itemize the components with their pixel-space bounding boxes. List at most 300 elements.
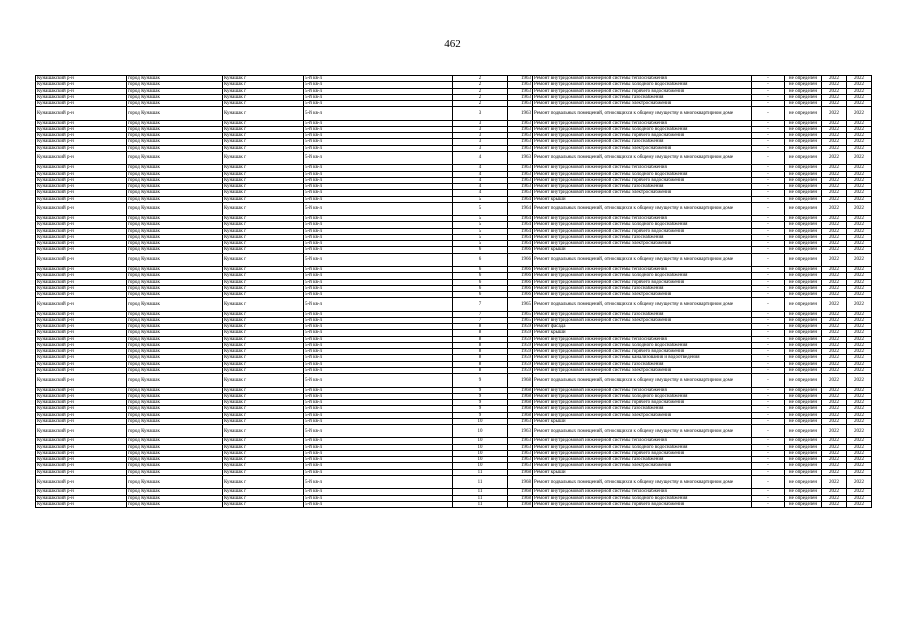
year-start-cell: 2022 [822, 177, 847, 183]
year-built-cell: 1966 [508, 285, 533, 291]
street-cell: 5-й кв-л [304, 171, 453, 177]
house-number-cell: 11 [453, 501, 508, 507]
year-end-cell: 2022 [847, 196, 872, 202]
district-cell: Кунашакский р-н [36, 330, 127, 336]
district-cell: Кунашакский р-н [36, 177, 127, 183]
district-cell: Кунашакский р-н [36, 438, 127, 444]
street-cell: 5-й кв-л [304, 216, 453, 222]
district-cell: Кунашакский р-н [36, 196, 127, 202]
year-built-cell: 1963 [508, 88, 533, 94]
settlement-cell: Кунашак г [223, 400, 304, 406]
district-cell: Кунашакский р-н [36, 412, 127, 418]
house-number-cell: 9 [453, 374, 508, 387]
district-cell: Кунашакский р-н [36, 355, 127, 361]
work-type-cell: Ремонт внутридомовой инженерной системы электроснабжения [533, 145, 752, 151]
settlement-cell: Кунашак г [223, 412, 304, 418]
amount-cell: - [752, 285, 785, 291]
amount-cell: - [752, 184, 785, 190]
district-cell: Кунашакский р-н [36, 495, 127, 501]
house-number-cell: 9 [453, 393, 508, 399]
settlement-cell: Кунашак г [223, 273, 304, 279]
year-end-cell: 2022 [847, 349, 872, 355]
district-cell: Кунашакский р-н [36, 126, 127, 132]
settlement-cell: Кунашак г [223, 171, 304, 177]
house-number-cell: 7 [453, 317, 508, 323]
amount-cell: - [752, 171, 785, 177]
district-cell: Кунашакский р-н [36, 501, 127, 507]
work-type-cell: Ремонт внутридомовой инженерной системы теплоснабжения [533, 489, 752, 495]
house-number-cell: 8 [453, 355, 508, 361]
year-end-cell: 2022 [847, 184, 872, 190]
year-end-cell: 2022 [847, 475, 872, 488]
work-type-cell: Ремонт фасада [533, 324, 752, 330]
settlement-cell: Кунашак г [223, 107, 304, 120]
house-number-cell: 10 [453, 450, 508, 456]
year-start-cell: 2022 [822, 165, 847, 171]
year-end-cell: 2022 [847, 267, 872, 273]
table-row [36, 298, 872, 311]
year-start-cell: 2022 [822, 196, 847, 202]
amount-cell: - [752, 216, 785, 222]
year-start-cell: 2022 [822, 285, 847, 291]
settlement-cell: Кунашак г [223, 475, 304, 488]
year-end-cell: 2022 [847, 247, 872, 253]
year-built-cell: 1963 [508, 425, 533, 438]
amount-cell: - [752, 412, 785, 418]
year-built-cell: 1968 [508, 406, 533, 412]
settlement-cell: Кунашак г [223, 241, 304, 247]
work-type-cell: Ремонт внутридомовой инженерной системы холодного водоснабжения [533, 126, 752, 132]
status-cell: не определен [785, 101, 822, 107]
work-type-cell: Ремонт подвальных помещений, относящихся к общему имуществу в многоквартирном доме [533, 475, 752, 488]
year-end-cell: 2022 [847, 387, 872, 393]
house-number-cell: 8 [453, 324, 508, 330]
year-start-cell: 2022 [822, 101, 847, 107]
status-cell: не определен [785, 120, 822, 126]
amount-cell: - [752, 298, 785, 311]
municipality-cell: город Кунашак [127, 400, 223, 406]
settlement-cell: Кунашак г [223, 336, 304, 342]
district-cell: Кунашакский р-н [36, 82, 127, 88]
house-number-cell: 7 [453, 311, 508, 317]
table-row [36, 425, 872, 438]
street-cell: 5-й кв-л [304, 317, 453, 323]
municipality-cell: город Кунашак [127, 489, 223, 495]
amount-cell: - [752, 324, 785, 330]
status-cell: не определен [785, 292, 822, 298]
status-cell: не определен [785, 234, 822, 240]
settlement-cell: Кунашак г [223, 457, 304, 463]
settlement-cell: Кунашак г [223, 317, 304, 323]
district-cell: Кунашакский р-н [36, 216, 127, 222]
year-start-cell: 2022 [822, 374, 847, 387]
street-cell: 5-й кв-л [304, 253, 453, 266]
district-cell: Кунашакский р-н [36, 241, 127, 247]
year-built-cell: 1964 [508, 228, 533, 234]
year-start-cell: 2022 [822, 120, 847, 126]
year-built-cell: 1968 [508, 495, 533, 501]
street-cell: 5-й кв-л [304, 475, 453, 488]
work-type-cell: Ремонт внутридомовой инженерной системы электроснабжения [533, 292, 752, 298]
municipality-cell: город Кунашак [127, 267, 223, 273]
work-type-cell: Ремонт внутридомовой инженерной системы горячего водоснабжения [533, 501, 752, 507]
settlement-cell: Кунашак г [223, 120, 304, 126]
district-cell: Кунашакский р-н [36, 387, 127, 393]
year-start-cell: 2022 [822, 190, 847, 196]
amount-cell: - [752, 317, 785, 323]
page-number: 462 [444, 38, 461, 50]
street-cell: 5-й кв-л [304, 400, 453, 406]
work-type-cell: Ремонт внутридомовой инженерной системы теплоснабжения [533, 76, 752, 82]
work-type-cell: Ремонт внутридомовой инженерной системы газоснабжения [533, 285, 752, 291]
year-built-cell: 1959 [508, 330, 533, 336]
district-cell: Кунашакский р-н [36, 76, 127, 82]
year-start-cell: 2022 [822, 450, 847, 456]
district-cell: Кунашакский р-н [36, 139, 127, 145]
house-number-cell: 9 [453, 406, 508, 412]
status-cell: не определен [785, 94, 822, 100]
municipality-cell: город Кунашак [127, 317, 223, 323]
municipality-cell: город Кунашак [127, 355, 223, 361]
house-number-cell: 2 [453, 76, 508, 82]
status-cell: не определен [785, 145, 822, 151]
year-end-cell: 2022 [847, 495, 872, 501]
year-start-cell: 2022 [822, 82, 847, 88]
amount-cell: - [752, 107, 785, 120]
status-cell: не определен [785, 165, 822, 171]
year-start-cell: 2022 [822, 317, 847, 323]
municipality-cell: город Кунашак [127, 387, 223, 393]
street-cell: 5-й кв-л [304, 361, 453, 367]
status-cell: не определен [785, 107, 822, 120]
house-number-cell: 4 [453, 190, 508, 196]
street-cell: 5-й кв-л [304, 228, 453, 234]
settlement-cell: Кунашак г [223, 234, 304, 240]
year-end-cell: 2022 [847, 298, 872, 311]
amount-cell: - [752, 342, 785, 348]
municipality-cell: город Кунашак [127, 349, 223, 355]
settlement-cell: Кунашак г [223, 190, 304, 196]
municipality-cell: город Кунашак [127, 324, 223, 330]
settlement-cell: Кунашак г [223, 202, 304, 215]
amount-cell: - [752, 292, 785, 298]
year-start-cell: 2022 [822, 469, 847, 475]
year-start-cell: 2022 [822, 501, 847, 507]
work-type-cell: Ремонт внутридомовой инженерной системы газоснабжения [533, 457, 752, 463]
year-built-cell: 1963 [508, 438, 533, 444]
year-built-cell: 1964 [508, 216, 533, 222]
house-number-cell: 4 [453, 151, 508, 164]
amount-cell: - [752, 450, 785, 456]
work-type-cell: Ремонт внутридомовой инженерной системы газоснабжения [533, 139, 752, 145]
year-start-cell: 2022 [822, 228, 847, 234]
settlement-cell: Кунашак г [223, 495, 304, 501]
district-cell: Кунашакский р-н [36, 298, 127, 311]
settlement-cell: Кунашак г [223, 139, 304, 145]
settlement-cell: Кунашак г [223, 374, 304, 387]
status-cell: не определен [785, 151, 822, 164]
settlement-cell: Кунашак г [223, 367, 304, 373]
house-number-cell: 11 [453, 469, 508, 475]
year-end-cell: 2022 [847, 279, 872, 285]
year-built-cell: 1963 [508, 190, 533, 196]
work-type-cell: Ремонт внутридомовой инженерной системы электроснабжения [533, 412, 752, 418]
settlement-cell: Кунашак г [223, 469, 304, 475]
house-number-cell: 8 [453, 336, 508, 342]
work-type-cell: Ремонт внутридомовой инженерной системы холодного водоснабжения [533, 495, 752, 501]
year-built-cell: 1968 [508, 400, 533, 406]
status-cell: не определен [785, 222, 822, 228]
year-start-cell: 2022 [822, 393, 847, 399]
year-built-cell: 1964 [508, 234, 533, 240]
district-cell: Кунашакский р-н [36, 107, 127, 120]
status-cell: не определен [785, 88, 822, 94]
settlement-cell: Кунашак г [223, 501, 304, 507]
table-row [36, 202, 872, 215]
settlement-cell: Кунашак г [223, 228, 304, 234]
year-end-cell: 2022 [847, 222, 872, 228]
year-built-cell: 1963 [508, 444, 533, 450]
status-cell: не определен [785, 190, 822, 196]
house-number-cell: 6 [453, 279, 508, 285]
year-start-cell: 2022 [822, 495, 847, 501]
house-number-cell: 5 [453, 216, 508, 222]
municipality-cell: город Кунашак [127, 171, 223, 177]
municipality-cell: город Кунашак [127, 94, 223, 100]
settlement-cell: Кунашак г [223, 94, 304, 100]
municipality-cell: город Кунашак [127, 241, 223, 247]
status-cell: не определен [785, 76, 822, 82]
year-built-cell: 1966 [508, 292, 533, 298]
work-type-cell: Ремонт внутридомовой инженерной системы холодного водоснабжения [533, 82, 752, 88]
year-built-cell: 1959 [508, 355, 533, 361]
status-cell: не определен [785, 349, 822, 355]
work-type-cell: Ремонт внутридомовой инженерной системы горячего водоснабжения [533, 400, 752, 406]
amount-cell: - [752, 469, 785, 475]
house-number-cell: 10 [453, 463, 508, 469]
district-cell: Кунашакский р-н [36, 317, 127, 323]
year-end-cell: 2022 [847, 76, 872, 82]
year-end-cell: 2022 [847, 438, 872, 444]
status-cell: не определен [785, 355, 822, 361]
house-number-cell: 4 [453, 171, 508, 177]
house-number-cell: 5 [453, 222, 508, 228]
table-row [36, 374, 872, 387]
work-type-cell: Ремонт крыши [533, 469, 752, 475]
year-built-cell: 1963 [508, 145, 533, 151]
municipality-cell: город Кунашак [127, 253, 223, 266]
work-type-cell: Ремонт внутридомовой инженерной системы холодного водоснабжения [533, 171, 752, 177]
work-type-cell: Ремонт крыши [533, 247, 752, 253]
year-built-cell: 1968 [508, 489, 533, 495]
municipality-cell: город Кунашак [127, 234, 223, 240]
year-end-cell: 2022 [847, 107, 872, 120]
status-cell: не определен [785, 228, 822, 234]
year-start-cell: 2022 [822, 247, 847, 253]
settlement-cell: Кунашак г [223, 418, 304, 424]
street-cell: 5-й кв-л [304, 101, 453, 107]
status-cell: не определен [785, 273, 822, 279]
year-built-cell: 1966 [508, 247, 533, 253]
status-cell: не определен [785, 438, 822, 444]
municipality-cell: город Кунашак [127, 184, 223, 190]
year-built-cell: 1963 [508, 101, 533, 107]
work-type-cell: Ремонт внутридомовой инженерной системы горячего водоснабжения [533, 228, 752, 234]
district-cell: Кунашакский р-н [36, 101, 127, 107]
year-built-cell: 1963 [508, 107, 533, 120]
status-cell: не определен [785, 139, 822, 145]
amount-cell: - [752, 82, 785, 88]
work-type-cell: Ремонт внутридомовой инженерной системы теплоснабжения [533, 267, 752, 273]
municipality-cell: город Кунашак [127, 216, 223, 222]
year-built-cell: 1968 [508, 412, 533, 418]
status-cell: не определен [785, 298, 822, 311]
year-built-cell: 1963 [508, 133, 533, 139]
settlement-cell: Кунашак г [223, 76, 304, 82]
status-cell: не определен [785, 501, 822, 507]
status-cell: не определен [785, 133, 822, 139]
district-cell: Кунашакский р-н [36, 374, 127, 387]
district-cell: Кунашакский р-н [36, 475, 127, 488]
settlement-cell: Кунашак г [223, 82, 304, 88]
year-start-cell: 2022 [822, 267, 847, 273]
street-cell: 5-й кв-л [304, 457, 453, 463]
table-row [36, 501, 872, 507]
work-type-cell: Ремонт внутридомовой инженерной системы горячего водоснабжения [533, 177, 752, 183]
work-type-cell: Ремонт подвальных помещений, относящихся к общему имуществу в многоквартирном доме [533, 151, 752, 164]
municipality-cell: город Кунашак [127, 196, 223, 202]
work-type-cell: Ремонт внутридомовой инженерной системы газоснабжения [533, 406, 752, 412]
work-type-cell: Ремонт подвальных помещений, относящихся к общему имуществу в многоквартирном доме [533, 298, 752, 311]
year-start-cell: 2022 [822, 418, 847, 424]
district-cell: Кунашакский р-н [36, 463, 127, 469]
work-type-cell: Ремонт внутридомовой инженерной системы электроснабжения [533, 463, 752, 469]
street-cell: 5-й кв-л [304, 177, 453, 183]
municipality-cell: город Кунашак [127, 457, 223, 463]
year-built-cell: 1968 [508, 387, 533, 393]
work-type-cell: Ремонт внутридомовой инженерной системы горячего водоснабжения [533, 133, 752, 139]
settlement-cell: Кунашак г [223, 151, 304, 164]
district-cell: Кунашакский р-н [36, 145, 127, 151]
work-type-cell: Ремонт внутридомовой инженерной системы электроснабжения [533, 190, 752, 196]
year-end-cell: 2022 [847, 94, 872, 100]
street-cell: 5-й кв-л [304, 126, 453, 132]
year-built-cell: 1963 [508, 184, 533, 190]
amount-cell: - [752, 336, 785, 342]
year-end-cell: 2022 [847, 342, 872, 348]
status-cell: не определен [785, 393, 822, 399]
work-type-cell: Ремонт внутридомовой инженерной системы холодного водоснабжения [533, 393, 752, 399]
year-end-cell: 2022 [847, 400, 872, 406]
street-cell: 5-й кв-л [304, 324, 453, 330]
district-cell: Кунашакский р-н [36, 228, 127, 234]
work-type-cell: Ремонт внутридомовой инженерной системы электроснабжения [533, 241, 752, 247]
amount-cell: - [752, 330, 785, 336]
settlement-cell: Кунашак г [223, 393, 304, 399]
settlement-cell: Кунашак г [223, 324, 304, 330]
year-start-cell: 2022 [822, 438, 847, 444]
work-type-cell: Ремонт подвальных помещений, относящихся к общему имуществу в многоквартирном доме [533, 253, 752, 266]
year-built-cell: 1963 [508, 463, 533, 469]
work-type-cell: Ремонт внутридомовой инженерной системы холодного водоснабжения [533, 342, 752, 348]
house-number-cell: 8 [453, 342, 508, 348]
amount-cell: - [752, 228, 785, 234]
street-cell: 5-й кв-л [304, 267, 453, 273]
amount-cell: - [752, 101, 785, 107]
year-end-cell: 2022 [847, 418, 872, 424]
street-cell: 5-й кв-л [304, 273, 453, 279]
status-cell: не определен [785, 126, 822, 132]
year-end-cell: 2022 [847, 285, 872, 291]
house-number-cell: 3 [453, 133, 508, 139]
house-number-cell: 8 [453, 361, 508, 367]
status-cell: не определен [785, 171, 822, 177]
settlement-cell: Кунашак г [223, 126, 304, 132]
district-cell: Кунашакский р-н [36, 222, 127, 228]
district-cell: Кунашакский р-н [36, 234, 127, 240]
year-start-cell: 2022 [822, 145, 847, 151]
municipality-cell: город Кунашак [127, 367, 223, 373]
year-start-cell: 2022 [822, 151, 847, 164]
amount-cell: - [752, 139, 785, 145]
settlement-cell: Кунашак г [223, 101, 304, 107]
municipality-cell: город Кунашак [127, 202, 223, 215]
street-cell: 5-й кв-л [304, 285, 453, 291]
year-end-cell: 2022 [847, 151, 872, 164]
amount-cell: - [752, 120, 785, 126]
year-end-cell: 2022 [847, 374, 872, 387]
house-number-cell: 5 [453, 196, 508, 202]
district-cell: Кунашакский р-н [36, 406, 127, 412]
year-end-cell: 2022 [847, 101, 872, 107]
year-start-cell: 2022 [822, 349, 847, 355]
street-cell: 5-й кв-л [304, 406, 453, 412]
table-row [36, 107, 872, 120]
amount-cell: - [752, 88, 785, 94]
year-end-cell: 2022 [847, 489, 872, 495]
house-number-cell: 7 [453, 298, 508, 311]
municipality-cell: город Кунашак [127, 107, 223, 120]
street-cell: 5-й кв-л [304, 342, 453, 348]
year-built-cell: 1968 [508, 469, 533, 475]
year-start-cell: 2022 [822, 107, 847, 120]
house-number-cell: 3 [453, 126, 508, 132]
amount-cell: - [752, 425, 785, 438]
municipality-cell: город Кунашак [127, 336, 223, 342]
year-built-cell: 1965 [508, 298, 533, 311]
status-cell: не определен [785, 418, 822, 424]
year-end-cell: 2022 [847, 425, 872, 438]
district-cell: Кунашакский р-н [36, 393, 127, 399]
year-end-cell: 2022 [847, 241, 872, 247]
street-cell: 5-й кв-л [304, 463, 453, 469]
amount-cell: - [752, 400, 785, 406]
house-number-cell: 10 [453, 457, 508, 463]
house-number-cell: 6 [453, 247, 508, 253]
year-end-cell: 2022 [847, 190, 872, 196]
year-end-cell: 2022 [847, 126, 872, 132]
amount-cell: - [752, 393, 785, 399]
year-built-cell: 1963 [508, 177, 533, 183]
settlement-cell: Кунашак г [223, 253, 304, 266]
municipality-cell: город Кунашак [127, 228, 223, 234]
status-cell: не определен [785, 177, 822, 183]
year-end-cell: 2022 [847, 82, 872, 88]
work-type-cell: Ремонт внутридомовой инженерной системы горячего водоснабжения [533, 88, 752, 94]
municipality-cell: город Кунашак [127, 133, 223, 139]
year-start-cell: 2022 [822, 139, 847, 145]
house-number-cell: 4 [453, 165, 508, 171]
